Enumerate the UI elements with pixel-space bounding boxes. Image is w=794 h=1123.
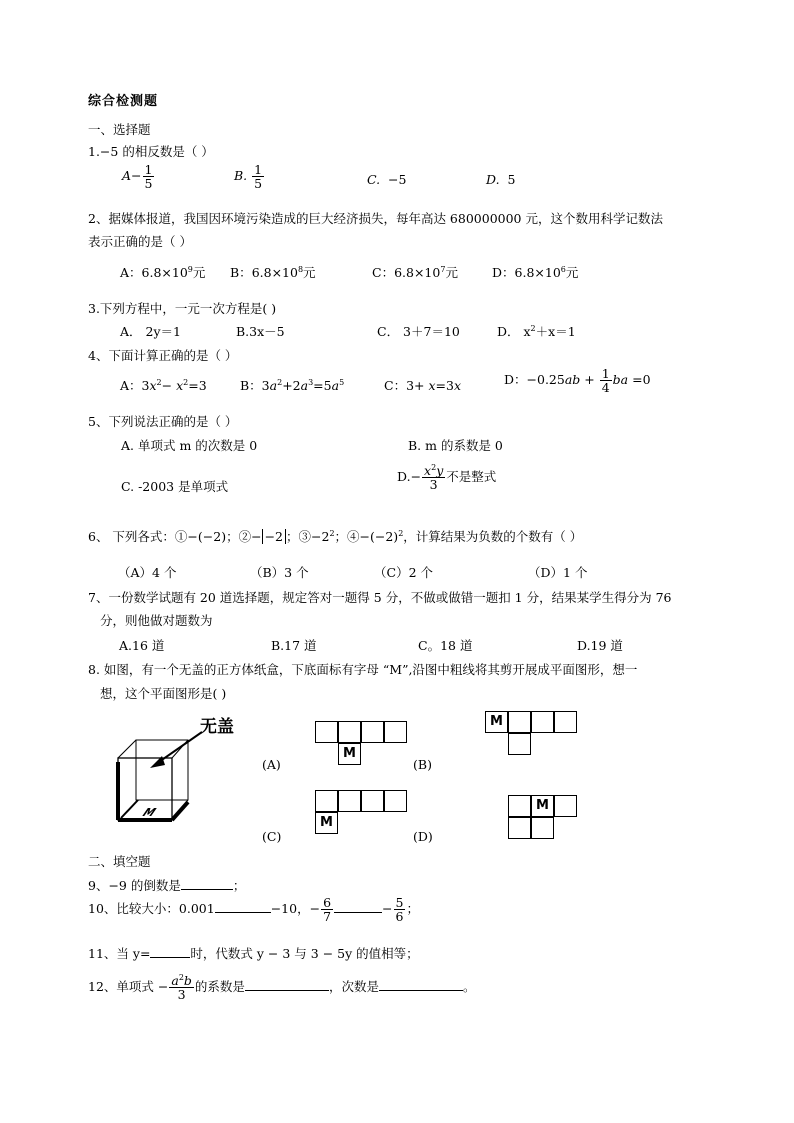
- answer-blank[interactable]: [181, 877, 233, 890]
- question-1-option-d: D. 5: [486, 172, 516, 187]
- question-9: 9、−9 的倒数是 ；: [88, 878, 246, 893]
- question-3-option-c: C． 3＋7＝10: [377, 324, 460, 339]
- net-cell: [315, 790, 338, 812]
- net-option-d: [508, 795, 578, 841]
- question-6-stem: 6、 下列各式：①−(−2)；②− −2 ；$③-2^2$；$④-(-2)^2$，计算结果为负数的个数有（ ）: [88, 528, 583, 544]
- section-heading-choice: 一、选择题: [88, 122, 151, 137]
- question-6-option-b: （B）3 个: [250, 565, 309, 580]
- question-5-stem: 5、下列说法正确的是（ ）: [88, 414, 238, 429]
- net-label-d: (D): [413, 829, 433, 844]
- question-8-line-2: 想，这个平面图形是( ): [100, 686, 227, 701]
- question-2-option-b: B：$6.8\times 10^8$元: [230, 264, 316, 280]
- answer-blank[interactable]: [215, 900, 271, 913]
- fraction: $\frac{a^2b}{3}$: [171, 972, 192, 1003]
- option-label: B.: [234, 168, 248, 184]
- question-2-option-c: C：$6.8\times 10^7$元: [372, 264, 458, 280]
- net-cell: [554, 795, 577, 817]
- net-cell-m: M: [485, 711, 508, 733]
- net-cell: [508, 733, 531, 755]
- answer-blank[interactable]: [379, 978, 463, 991]
- net-option-b: [485, 711, 578, 757]
- question-11: 11、当 y= 时，代数式 y − 3 与 3 − 5y 的值相等；: [88, 946, 419, 961]
- net-cell-m: M: [315, 812, 338, 834]
- question-10: 10、比较大小：0.001 −10，− $\frac{6}{7}$ − $\frac{5}{6}$ ；: [88, 895, 419, 925]
- question-1-option-b: [234, 163, 265, 190]
- fraction: $\frac{x^2y}{3}$: [424, 462, 444, 493]
- question-2-line-1: 2、据媒体报道，我国因环境污染造成的巨大经济损失，每年高达 680000000 元，这个数用科学记数法: [88, 211, 663, 226]
- question-2-line-2: 表示正确的是（ ）: [88, 234, 192, 249]
- question-3-option-b: B.3x－5: [236, 324, 285, 339]
- absolute-value: −2: [262, 529, 286, 544]
- net-cell: [315, 721, 338, 743]
- question-7-option-b: B.17 道: [271, 638, 317, 653]
- net-option-a: [315, 721, 408, 767]
- question-6-option-c: （C）2 个: [374, 565, 433, 580]
- net-option-c: [315, 790, 408, 836]
- net-label-b: (B): [413, 757, 432, 772]
- net-cell: [338, 790, 361, 812]
- net-cell: [531, 817, 554, 839]
- question-5-option-b: B. m 的系数是 0: [408, 438, 503, 453]
- question-4-option-b: B：$3a^2+2a^3=5a^5$: [240, 377, 345, 393]
- net-cell: [384, 790, 407, 812]
- question-5-option-a: A. 单项式 m 的次数是 0: [121, 438, 258, 453]
- no-lid-label: 无盖: [200, 717, 234, 737]
- net-cell: [508, 711, 531, 733]
- question-4-option-d: D：−0.25ab + $\frac{1}{4}$ ba =0: [504, 366, 651, 396]
- question-7-option-c: C。18 道: [418, 638, 473, 653]
- question-1-stem: 1.−5 的相反数是（ ）: [88, 144, 214, 159]
- question-7-option-d: D.19 道: [577, 638, 623, 653]
- net-cell: [361, 790, 384, 812]
- fraction: $\frac{1}{4}$: [601, 366, 610, 396]
- question-7-line-2: 分，则他做对题数为: [100, 613, 213, 628]
- question-2-option-a: A：$6.8\times 10^9$元: [120, 264, 206, 280]
- question-4-stem: 4、下面计算正确的是（ ）: [88, 348, 238, 363]
- question-7-option-a: A.16 道: [119, 638, 165, 653]
- fraction: $\frac{1}{5}$: [254, 162, 263, 192]
- question-4-option-c: C：3+ x=3x: [384, 378, 462, 393]
- question-1-option-c: C. −5: [367, 172, 407, 187]
- fraction: $\frac{6}{7}$: [323, 895, 332, 925]
- answer-blank[interactable]: [150, 945, 190, 958]
- section-heading-fill: 二、填空题: [88, 854, 151, 869]
- net-cell: [508, 817, 531, 839]
- net-cell-m: M: [531, 795, 554, 817]
- question-5-option-d: D.− $\frac{x^2y}{3}$ 不是整式: [397, 462, 497, 493]
- fraction: $\frac{5}{6}$: [395, 895, 404, 925]
- question-1-option-a: [122, 163, 155, 190]
- letter-m-bottom: M: [139, 806, 160, 819]
- question-6-option-d: （D）1 个: [528, 565, 588, 580]
- question-3-option-d: D． $x^2+x=1$: [497, 323, 576, 339]
- open-cube-figure: [104, 712, 254, 832]
- question-3-option-a: A． 2y＝1: [120, 324, 181, 339]
- question-8-line-1: 8. 如图，有一个无盖的正方体纸盒，下底面标有字母 “M”,沿图中粗线将其剪开展成平面图形，想一: [88, 662, 638, 677]
- minus-sign: −: [131, 168, 142, 184]
- question-6-option-a: （A）4 个: [118, 565, 177, 580]
- net-cell: [384, 721, 407, 743]
- fraction: $\frac{1}{5}$: [144, 162, 153, 192]
- net-cell: [508, 795, 531, 817]
- answer-blank[interactable]: [245, 978, 329, 991]
- net-label-c: (C): [262, 829, 282, 844]
- net-cell: [531, 711, 554, 733]
- question-2-option-d: D：$6.8\times 10^6$元: [492, 264, 579, 280]
- question-3-stem: 3.下列方程中，一元一次方程是( ): [88, 301, 277, 316]
- net-label-a: (A): [262, 757, 281, 772]
- option-label: A: [122, 168, 132, 184]
- question-7-line-1: 7、一份数学试题有 20 道选择题，规定答对一题得 5 分，不做或做错一题扣 1 分，结果某学生得分为 76: [88, 590, 672, 605]
- net-cell-m: M: [338, 743, 361, 765]
- net-cell: [361, 721, 384, 743]
- question-12: 12、单项式 − $\frac{a^2b}{3}$ 的系数是 ，次数是 。: [88, 972, 476, 1003]
- question-5-option-c: C. -2003 是单项式: [121, 479, 229, 494]
- net-cell: [338, 721, 361, 743]
- net-cell: [554, 711, 577, 733]
- answer-blank[interactable]: [334, 900, 382, 913]
- worksheet-title: 综合检测题: [88, 94, 159, 109]
- question-4-option-a: A：$3x^2- x^2=3$: [120, 377, 207, 393]
